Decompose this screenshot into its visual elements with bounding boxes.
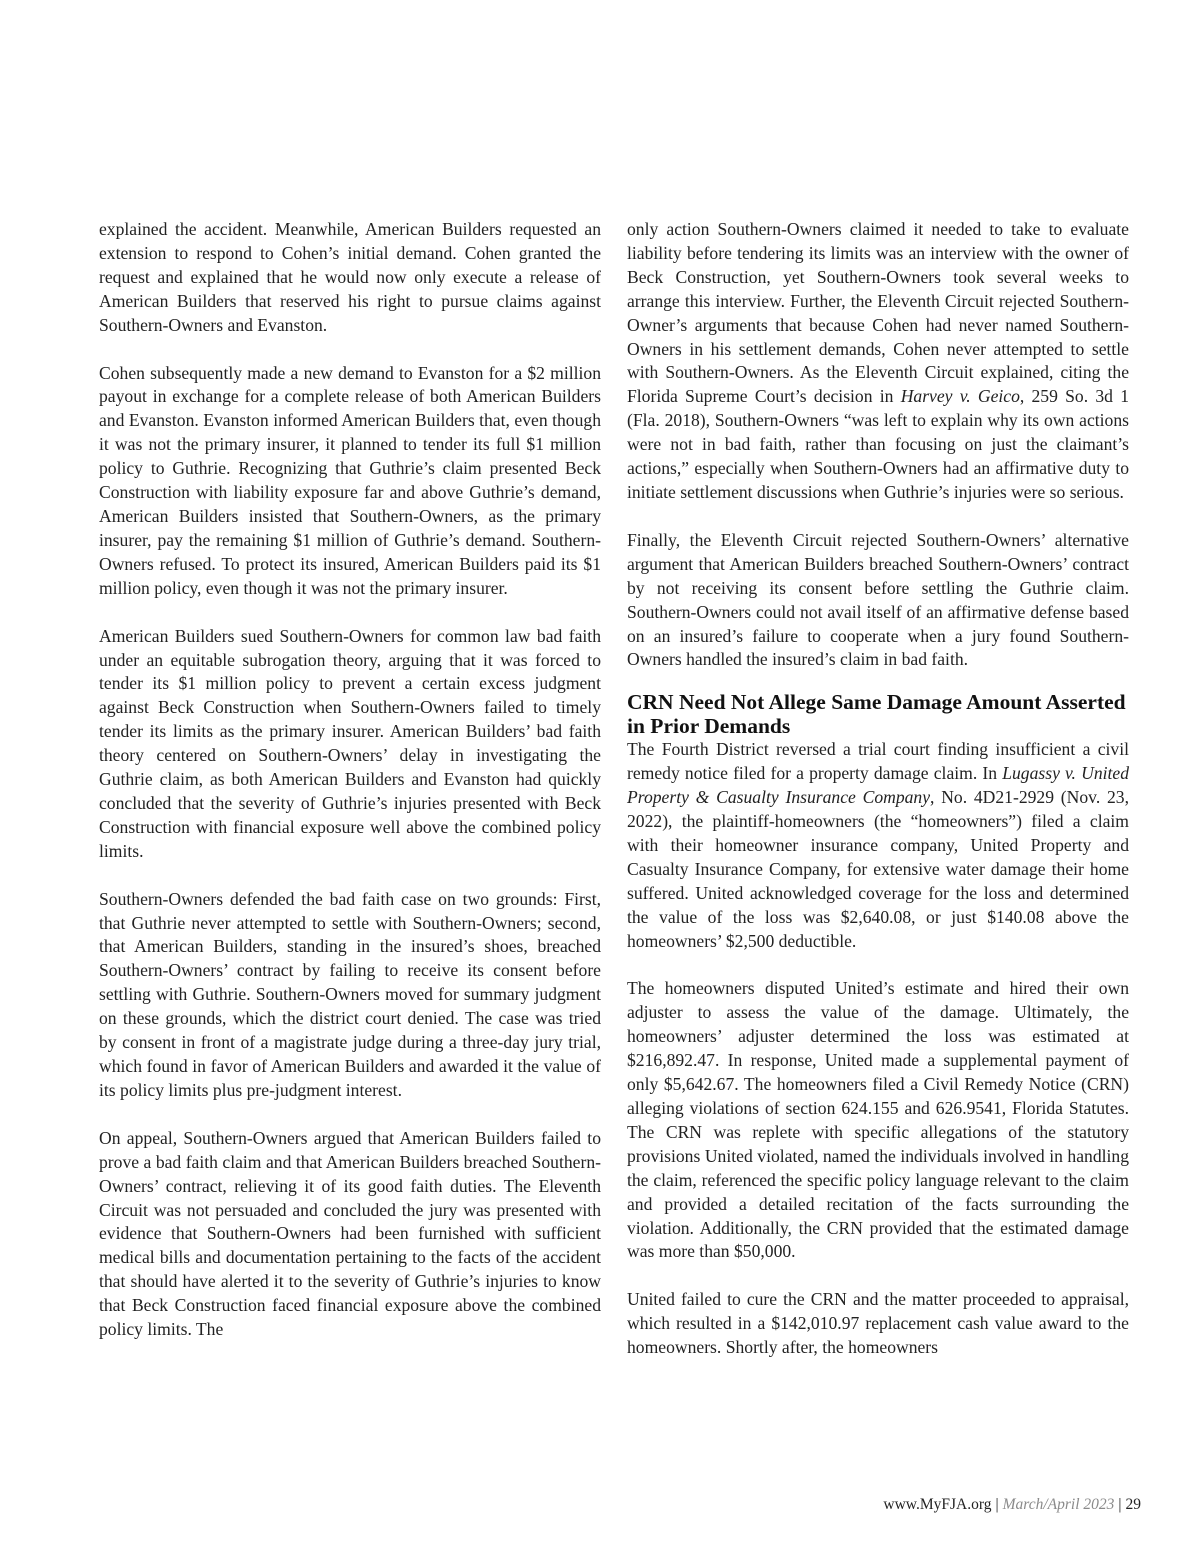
- page-footer: [883, 1496, 1141, 1514]
- left-paragraph-4: Southern-Owners defended the bad faith case on two grounds: First, that Guthrie never attempted to settle with Southern-Owners; second, that American Builders, standing in the insured’s shoes, breached Southern-Owners’ contract by failing to receive its consent before settling with Guthrie. Southern-Owners moved for summary judgment on these grounds, which the district court denied. The case was tried by consent in front of a magistrate judge during a three-day jury trial, which found in favor of American Builders and awarded it the value of its policy limits plus pre-judgment interest.: [99, 888, 601, 1100]
- right-paragraph-2: Finally, the Eleventh Circuit rejected Southern-Owners’ alternative argument that American Builders breached Southern-Owners’ contract by not receiving its consent before settling the Guthrie claim. Southern-Owners could not avail itself of an affirmative defense based on an insured’s failure to cooperate when a jury found Southern-Owners handled the insured’s claim in bad faith.: [627, 529, 1129, 670]
- section-heading: CRN Need Not Allege Same Damage Amount Asserted in Prior Demands: [627, 690, 1126, 739]
- left-column: [99, 218, 601, 1342]
- left-paragraph-2: Cohen subsequently made a new demand to Evanston for a $2 million payout in exchange for a complete release of both American Builders and Evanston. Evanston informed American Builders that, even though it was not the primary insurer, it planned to tender its full $1 million policy to Guthrie. Recognizing that Guthrie’s claim presented Beck Construction with liability exposure far and above Guthrie’s demand, American Builders insisted that Southern-Owners, as the primary insurer, pay the remaining $1 million of Guthrie’s demand. Southern-Owners refused. To protect its insured, American Builders paid its $1 million policy, even though it was not the primary insurer.: [99, 362, 601, 598]
- left-paragraph-1: explained the accident. Meanwhile, American Builders requested an extension to respond to Cohen’s initial demand. Cohen granted the request and explained that he would now only execute a release of American Builders that reserved his right to pursue claims against Southern-Owners and Evanston.: [99, 219, 601, 335]
- paragraph-text: , No. 4D21-2929 (Nov. 23, 2022), the plaintiff-homeowners (the “homeowners”) filed a claim with their homeowner insurance company, United Property and Casualty Insurance Company, for extensive water damage their home suffered. United acknowledged coverage for the loss and determined the value of the loss was $2,640.08, or just $140.08 above the homeowners’ $2,500 deductible.: [627, 787, 1129, 951]
- right-column: [627, 218, 1129, 1360]
- page-number: 29: [1125, 1496, 1141, 1513]
- footer-issue: March/April 2023: [1002, 1496, 1115, 1513]
- left-paragraph-5: On appeal, Southern-Owners argued that American Builders failed to prove a bad faith claim and that American Builders breached Southern-Owners’ contract, relieving it of its good faith duties. The Eleventh Circuit was not persuaded and concluded the jury was presented with evidence that Southern-Owners had been furnished with sufficient medical bills and documentation pertaining to the facts of the accident that should have alerted it to the severity of Guthrie’s injuries to know that Beck Construction faced financial exposure above the combined policy limits. The: [99, 1127, 601, 1340]
- footer-separator: |: [1118, 1496, 1122, 1513]
- right-paragraph-3: [627, 738, 1129, 953]
- case-citation-harvey: Harvey v. Geico: [900, 386, 1020, 407]
- footer-website: www.MyFJA.org: [883, 1496, 992, 1513]
- right-paragraph-1: [627, 218, 1129, 505]
- right-paragraph-4: The homeowners disputed United’s estimate and hired their own adjuster to assess the value of the damage. Ultimately, the homeowners’ adjuster determined the loss was estimated at $216,892.47. In response, United made a supplemental payment of only $5,642.67. The homeowners filed a Civil Remedy Notice (CRN) alleging violations of section 624.155 and 626.9541, Florida Statutes. The CRN was replete with specific allegations of the statutory provisions United violated, named the individuals involved in handling the claim, referenced the specific policy language relevant to the claim and provided a detailed recitation of the facts surrounding the violation. Additionally, the CRN provided that the estimated damage was more than $50,000.: [627, 978, 1129, 1262]
- paragraph-text: only action Southern-Owners claimed it needed to take to evaluate liability before tendering its limits was an interview with the owner of Beck Construction, yet Southern-Owners took several weeks to arrange this interview. Further, the Eleventh Circuit rejected Southern-Owner’s arguments that because Cohen had never named Southern-Owners in his settlement demands, Cohen never attempted to settle with Southern-Owners. As the Eleventh Circuit explained, citing the Florida Supreme Court’s decision in: [627, 219, 1129, 407]
- paragraph-text: The Fourth District reversed a trial court finding insufficient a civil remedy notice filed for a property damage claim. In: [627, 739, 1129, 784]
- right-paragraph-5: United failed to cure the CRN and the matter proceeded to appraisal, which resulted in a $142,010.97 replacement cash value award to the homeowners. Shortly after, the homeowners: [627, 1289, 1129, 1358]
- footer-separator: |: [995, 1496, 999, 1513]
- left-paragraph-3: American Builders sued Southern-Owners for common law bad faith under an equitable subrogation theory, arguing that it was forced to tender its $1 million policy to prevent a certain excess judgment against Beck Construction when Southern-Owners failed to timely tender its limits as the primary insurer. American Builders’ bad faith theory centered on Southern-Owners’ delay in investigating the Guthrie claim, as both American Builders and Evanston had quickly concluded that the severity of Guthrie’s injuries presented with Beck Construction with financial exposure well above the combined policy limits.: [99, 625, 601, 861]
- case-citation-lugassy: Lugassy v. United Property & Casualty Insurance Company: [627, 763, 1130, 808]
- paragraph-text: , 259 So. 3d 1 (Fla. 2018), Southern-Owners “was left to explain why its own actions were not in bad faith, rather than focusing on just the claimant’s actions,” especially when Southern-Owners had an affirmative duty to initiate settlement discussions when Guthrie’s injuries were so serious.: [627, 386, 1129, 502]
